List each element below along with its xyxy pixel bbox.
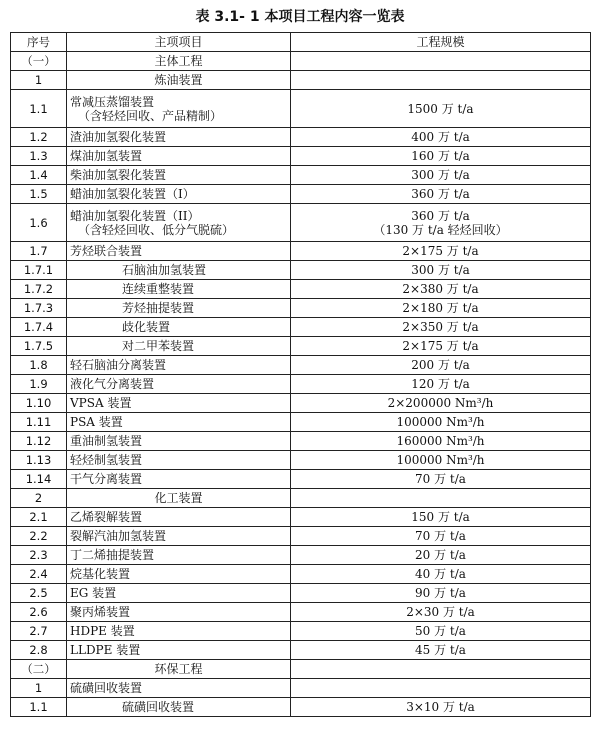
row-serial-no: 1.11 (11, 413, 67, 432)
row-item: HDPE 装置 (67, 622, 291, 641)
row-scale-line1: 360 万 t/a (411, 208, 470, 223)
row-serial-no: 1.1 (11, 90, 67, 128)
row-serial-no: 2.1 (11, 508, 67, 527)
row-scale: 2×180 万 t/a (291, 299, 591, 318)
row-serial-no: 1.10 (11, 394, 67, 413)
row-serial-no: 1.8 (11, 356, 67, 375)
row-scale (291, 489, 591, 508)
row-item: 干气分离装置 (67, 470, 291, 489)
table-row (11, 565, 591, 584)
table-row (11, 375, 591, 394)
row-scale: 90 万 t/a (291, 584, 591, 603)
row-item: 轻石脑油分离装置 (67, 356, 291, 375)
row-serial-no: 2.2 (11, 527, 67, 546)
table-row (11, 204, 591, 242)
table-row (11, 261, 591, 280)
table-row (11, 185, 591, 204)
row-item: 重油制氢装置 (67, 432, 291, 451)
table-row (11, 52, 591, 71)
header-row (11, 33, 591, 52)
row-item (67, 90, 291, 128)
row-item: LLDPE 装置 (67, 641, 291, 660)
project-content-table (10, 32, 591, 717)
row-scale: 300 万 t/a (291, 261, 591, 280)
header-scale: 工程规模 (291, 33, 591, 52)
table-row (11, 584, 591, 603)
row-serial-no: 1.7.4 (11, 318, 67, 337)
table-row (11, 299, 591, 318)
row-item: 环保工程 (67, 660, 291, 679)
row-item: EG 装置 (67, 584, 291, 603)
row-item: 轻烃制氢装置 (67, 451, 291, 470)
row-scale: 100000 Nm³/h (291, 451, 591, 470)
table-row (11, 527, 591, 546)
row-scale (291, 204, 591, 242)
row-item: 石脑油加氢装置 (67, 261, 291, 280)
table-row (11, 470, 591, 489)
table-title: 表 3.1- 1 本项目工程内容一览表 (195, 9, 405, 25)
row-item-line2: （含轻烃回收、产品精制） (78, 108, 223, 123)
row-item: 丁二烯抽提装置 (67, 546, 291, 565)
row-scale (291, 679, 591, 698)
table-row (11, 679, 591, 698)
row-serial-no: 1.7.3 (11, 299, 67, 318)
row-serial-no: 2.6 (11, 603, 67, 622)
table-row (11, 318, 591, 337)
row-item: 乙烯裂解装置 (67, 508, 291, 527)
row-serial-no: 1.3 (11, 147, 67, 166)
row-serial-no: 2 (11, 489, 67, 508)
row-serial-no: 1.1 (11, 698, 67, 717)
row-serial-no: 1.13 (11, 451, 67, 470)
row-item: 芳烃联合装置 (67, 242, 291, 261)
header-serial-no: 序号 (11, 33, 67, 52)
row-serial-no: 1.6 (11, 204, 67, 242)
table-row (11, 128, 591, 147)
table-row (11, 641, 591, 660)
table-row (11, 432, 591, 451)
row-scale: 2×380 万 t/a (291, 280, 591, 299)
row-scale: 40 万 t/a (291, 565, 591, 584)
row-item: 主体工程 (67, 52, 291, 71)
row-item: 液化气分离装置 (67, 375, 291, 394)
row-scale: 150 万 t/a (291, 508, 591, 527)
row-scale (291, 52, 591, 71)
row-item (67, 204, 291, 242)
table-row (11, 508, 591, 527)
table-body (11, 52, 591, 717)
row-item: 渣油加氢裂化装置 (67, 128, 291, 147)
row-item: 煤油加氢装置 (67, 147, 291, 166)
table-row (11, 413, 591, 432)
row-scale (291, 71, 591, 90)
row-serial-no: 1.7.1 (11, 261, 67, 280)
row-item: 裂解汽油加氢装置 (67, 527, 291, 546)
row-item: 炼油装置 (67, 71, 291, 90)
row-scale: 2×30 万 t/a (291, 603, 591, 622)
row-item: 对二甲苯装置 (67, 337, 291, 356)
row-scale: 2×175 万 t/a (291, 337, 591, 356)
row-serial-no: （二） (11, 660, 67, 679)
row-scale: 120 万 t/a (291, 375, 591, 394)
row-serial-no: 2.5 (11, 584, 67, 603)
row-scale: 2×175 万 t/a (291, 242, 591, 261)
row-item-line1: 常减压蒸馏装置 (70, 94, 155, 109)
row-scale: 2×350 万 t/a (291, 318, 591, 337)
row-serial-no: 1.2 (11, 128, 67, 147)
table-row (11, 280, 591, 299)
row-item-line1: 蜡油加氢裂化装置（II） (70, 208, 200, 223)
row-scale: 100000 Nm³/h (291, 413, 591, 432)
row-scale: 200 万 t/a (291, 356, 591, 375)
row-item: 芳烃抽提装置 (67, 299, 291, 318)
table-row (11, 489, 591, 508)
table-row (11, 660, 591, 679)
table-row (11, 71, 591, 90)
table-row (11, 546, 591, 565)
row-serial-no: 1.9 (11, 375, 67, 394)
header-main-item: 主项项目 (67, 33, 291, 52)
row-serial-no: 2.7 (11, 622, 67, 641)
row-scale: 20 万 t/a (291, 546, 591, 565)
table-row (11, 622, 591, 641)
row-serial-no: 2.3 (11, 546, 67, 565)
row-scale: 360 万 t/a (291, 185, 591, 204)
row-scale: 3×10 万 t/a (291, 698, 591, 717)
row-scale: 2×200000 Nm³/h (291, 394, 591, 413)
row-scale (291, 660, 591, 679)
table-row (11, 394, 591, 413)
row-item: 连续重整装置 (67, 280, 291, 299)
row-item: 蜡油加氢裂化装置（I） (67, 185, 291, 204)
row-scale: 160 万 t/a (291, 147, 591, 166)
row-serial-no: 2.4 (11, 565, 67, 584)
table-row (11, 242, 591, 261)
table-row (11, 90, 591, 128)
row-scale: 70 万 t/a (291, 470, 591, 489)
row-scale: 70 万 t/a (291, 527, 591, 546)
table-row (11, 451, 591, 470)
row-serial-no: 1.7 (11, 242, 67, 261)
row-serial-no: （一） (11, 52, 67, 71)
row-scale-line2: （130 万 t/a 轻烃回收） (373, 222, 508, 237)
row-scale: 300 万 t/a (291, 166, 591, 185)
row-scale: 160000 Nm³/h (291, 432, 591, 451)
row-serial-no: 1.7.5 (11, 337, 67, 356)
table-row (11, 603, 591, 622)
row-serial-no: 1.4 (11, 166, 67, 185)
row-item-line2: （含轻烃回收、低分气脱硫） (78, 222, 235, 237)
row-scale: 1500 万 t/a (291, 90, 591, 128)
row-serial-no: 1 (11, 71, 67, 90)
row-item: 烷基化装置 (67, 565, 291, 584)
row-item: PSA 装置 (67, 413, 291, 432)
row-serial-no: 1.14 (11, 470, 67, 489)
table-row (11, 337, 591, 356)
row-serial-no: 1 (11, 679, 67, 698)
row-item: 聚丙烯装置 (67, 603, 291, 622)
row-scale: 400 万 t/a (291, 128, 591, 147)
row-scale: 50 万 t/a (291, 622, 591, 641)
table-row (11, 166, 591, 185)
table-row (11, 698, 591, 717)
row-item: 硫磺回收装置 (67, 679, 291, 698)
table-row (11, 147, 591, 166)
row-scale: 45 万 t/a (291, 641, 591, 660)
row-item: 硫磺回收装置 (67, 698, 291, 717)
row-item: 化工装置 (67, 489, 291, 508)
row-serial-no: 2.8 (11, 641, 67, 660)
row-serial-no: 1.12 (11, 432, 67, 451)
row-item: 柴油加氢裂化装置 (67, 166, 291, 185)
row-serial-no: 1.5 (11, 185, 67, 204)
row-serial-no: 1.7.2 (11, 280, 67, 299)
row-item: VPSA 装置 (67, 394, 291, 413)
row-item: 歧化装置 (67, 318, 291, 337)
table-row (11, 356, 591, 375)
